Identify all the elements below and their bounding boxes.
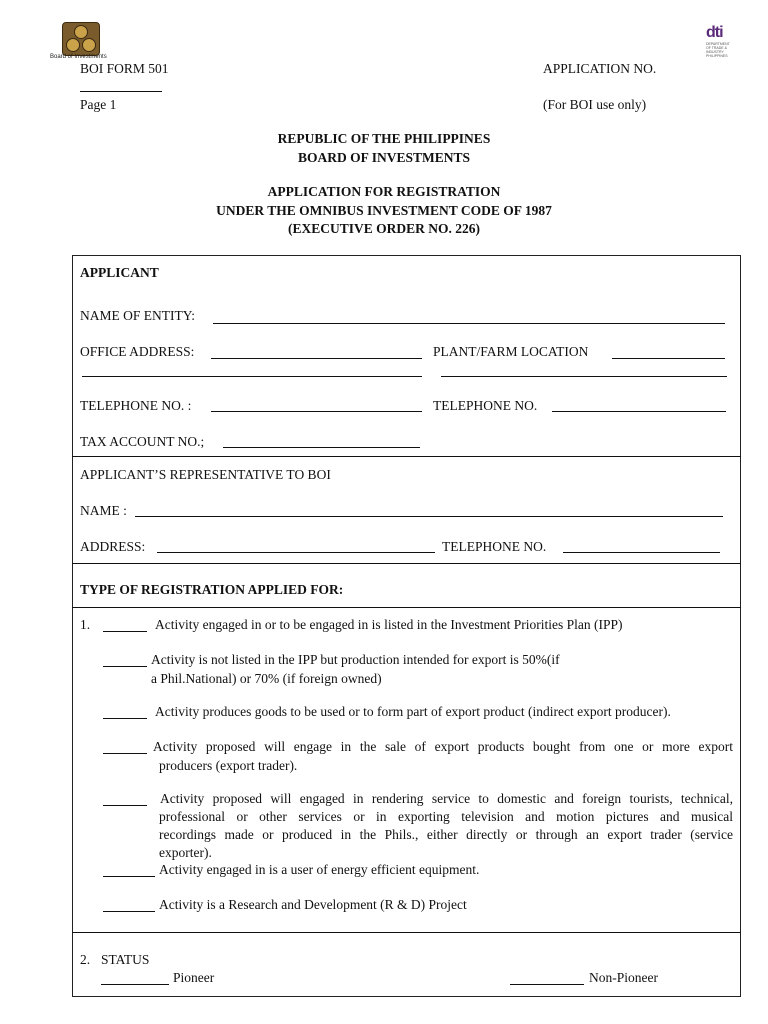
divider-registration: [72, 563, 741, 564]
rep-name-label: NAME :: [80, 503, 127, 518]
applicant-heading: APPLICANT: [80, 265, 159, 280]
non-pioneer-label: Non-Pioneer: [589, 970, 658, 985]
title-eo: (EXECUTIVE ORDER NO. 226): [287, 221, 480, 236]
application-number-label: APPLICATION NO.: [543, 61, 657, 76]
dti-logo-caption: DEPARTMENT OF TRADE & INDUSTRY PHILIPPINES: [706, 42, 730, 58]
boi-logo: [62, 22, 100, 56]
option-service-text: Activity proposed will engaged in rendering service to domestic and foreign tourists, technical,: [160, 791, 733, 806]
option-export-text-2: a Phil.National) or 70% (if foreign owned): [151, 671, 382, 686]
option-service-text-3: recordings made or produced in the Phils., either directly or through an export trader (service: [159, 827, 733, 842]
telephone-label-1: TELEPHONE NO. :: [80, 398, 192, 413]
option-service-text-4: exporter).: [159, 845, 212, 860]
option-trader-text: Activity proposed will engage in the sale of export products bought from one or more export: [153, 739, 733, 754]
registration-heading: TYPE OF REGISTRATION APPLIED FOR:: [80, 582, 344, 597]
dti-logo: dti: [706, 24, 723, 41]
name-of-entity-label: NAME OF ENTITY:: [80, 308, 196, 323]
form-number: BOI FORM 501: [80, 61, 169, 76]
option-export-blank[interactable]: [103, 666, 147, 667]
title-application: APPLICATION FOR REGISTRATION: [267, 184, 501, 199]
status-heading: STATUS: [101, 952, 150, 967]
tax-account-field[interactable]: [223, 447, 420, 448]
option-ipp-text: Activity engaged in or to be engaged in is listed in the Investment Priorities Plan (IPP): [155, 617, 623, 632]
boi-use-note: (For BOI use only): [543, 97, 647, 112]
option-rnd-text: Activity is a Research and Development (R & D) Project: [159, 897, 467, 912]
title-omnibus: UNDER THE OMNIBUS INVESTMENT CODE OF 1987: [216, 203, 552, 218]
divider-representative: [72, 456, 741, 457]
divider-options: [72, 607, 741, 608]
pioneer-blank[interactable]: [101, 984, 169, 985]
plant-location-field[interactable]: [612, 358, 725, 359]
option-energy-text: Activity engaged in is a user of energy efficient equipment.: [159, 862, 480, 877]
non-pioneer-blank[interactable]: [510, 984, 584, 985]
pioneer-label: Pioneer: [173, 970, 215, 985]
boi-logo-caption: Board of Investments: [50, 54, 107, 60]
rep-telephone-field[interactable]: [563, 552, 720, 553]
rep-address-label: ADDRESS:: [80, 539, 146, 554]
office-address-field-line2[interactable]: [82, 376, 422, 377]
option-export-text: Activity is not listed in the IPP but production intended for export is 50%(if: [151, 652, 560, 667]
page-number: Page 1: [80, 97, 117, 112]
tax-account-label: TAX ACCOUNT NO.;: [80, 434, 205, 449]
option-indirect-text: Activity produces goods to be used or to form part of export product (indirect export producer).: [155, 704, 671, 719]
representative-heading: APPLICANT’S REPRESENTATIVE TO BOI: [80, 467, 331, 482]
option-trader-text-2: producers (export trader).: [159, 758, 298, 773]
option-trader-blank[interactable]: [103, 753, 147, 754]
item-2-number: 2.: [80, 952, 91, 967]
title-boi: BOARD OF INVESTMENTS: [297, 150, 471, 165]
telephone-field-1[interactable]: [211, 411, 422, 412]
option-indirect-blank[interactable]: [103, 718, 147, 719]
option-ipp-blank[interactable]: [103, 631, 147, 632]
plant-location-label: PLANT/FARM LOCATION: [433, 344, 589, 359]
office-address-field[interactable]: [211, 358, 422, 359]
title-republic: REPUBLIC OF THE PHILIPPINES: [277, 131, 491, 146]
divider-status: [72, 932, 741, 933]
item-1-number: 1.: [80, 617, 91, 632]
rep-telephone-label: TELEPHONE NO.: [442, 539, 547, 554]
office-address-label: OFFICE ADDRESS:: [80, 344, 195, 359]
form-number-line: [80, 91, 162, 92]
option-service-blank[interactable]: [103, 805, 147, 806]
plant-location-field-line2[interactable]: [441, 376, 727, 377]
telephone-label-2: TELEPHONE NO.: [433, 398, 538, 413]
rep-name-field[interactable]: [135, 516, 723, 517]
telephone-field-2[interactable]: [552, 411, 726, 412]
option-rnd-blank[interactable]: [103, 911, 155, 912]
option-energy-blank[interactable]: [103, 876, 155, 877]
option-service-text-2: professional or other services or in exporting television and motion pictures and musical: [159, 809, 733, 824]
rep-address-field[interactable]: [157, 552, 435, 553]
name-of-entity-field[interactable]: [213, 323, 725, 324]
